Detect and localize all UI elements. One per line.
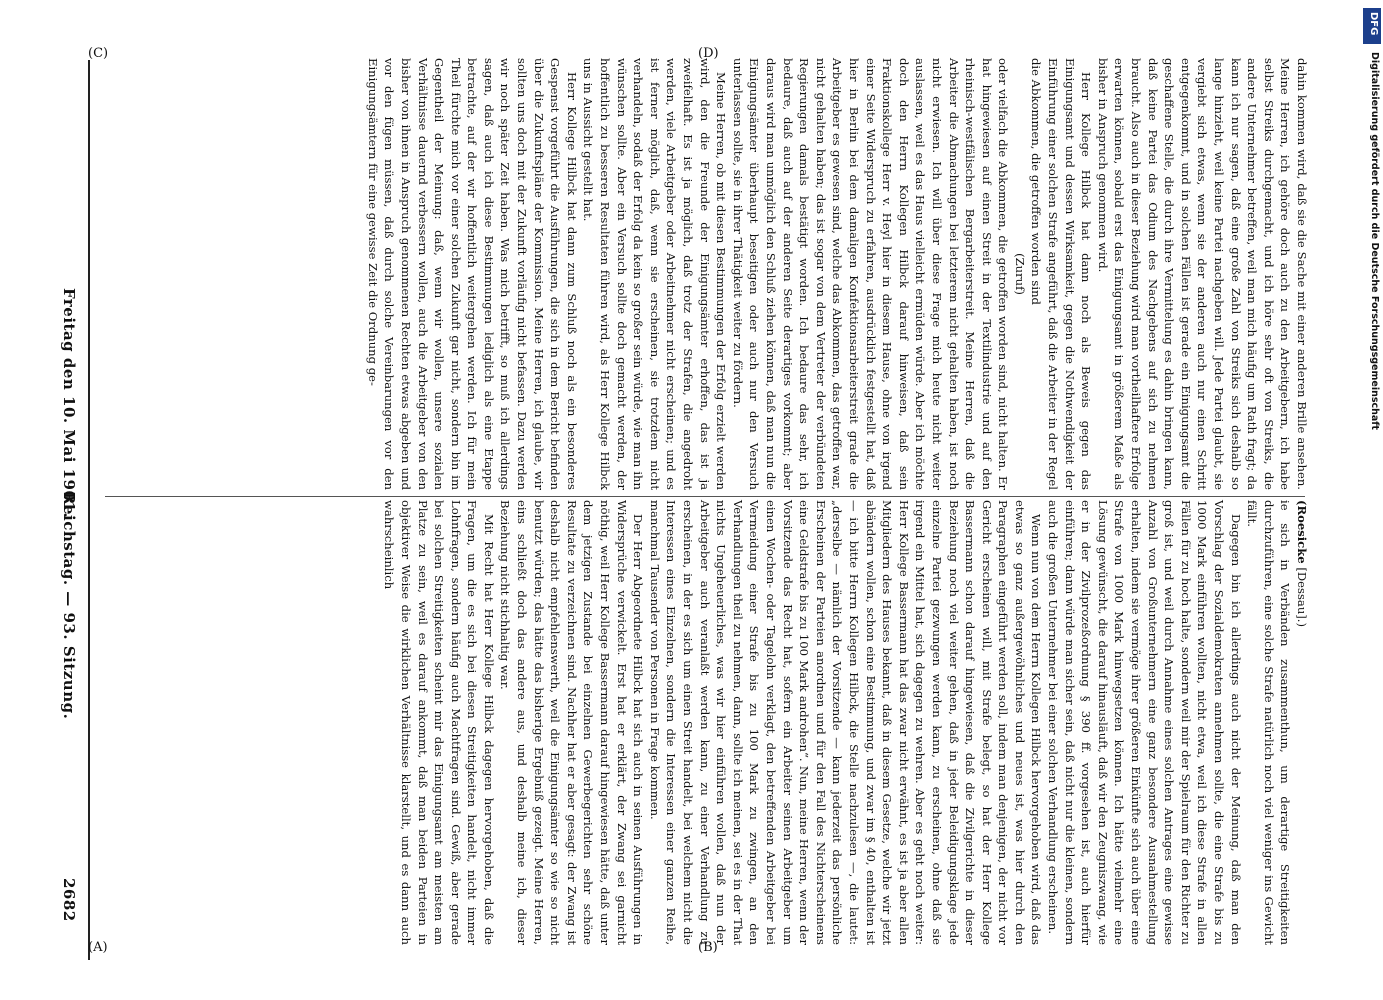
- marker-d: (D): [698, 46, 719, 61]
- interjection: (Zuruf): [1012, 253, 1027, 295]
- speaker-name: (Roesicke: [1295, 500, 1309, 564]
- funding-note: Digitalisierung gefördert durch die Deutsche Forschungsgemeinschaft: [1369, 52, 1380, 430]
- marker-c: (C): [88, 46, 109, 61]
- issue-date: Freitag den 10. Mai 1901.: [60, 288, 78, 519]
- paragraph: Dagegen bin ich allerdings auch nicht der Meinung, daß man den Vorschlag der Sozialdemokraten annehmen sollte, die eine Strafe bis zu 1000 Mark einführen wollten, nicht etwa, weil ich diese Strafe in allen Fällen für zu hoch halte, sondern weil mir der Spielraum für den Richter zu groß ist, und weil durch Annahme eines solchen Antrages eine gewisse Anzahl von Großunternehmern eine ganz besondere Ausnahmestellung erhalten, indem sie vermöge ihrer größeren Einkünfte sich auch über eine Strafe von 1000 Mark hinwegsetzen können. Ich hätte vielmehr eine Lösung gewünscht, die darauf hinausläuft, daß wir den Zeugniszwang, wie er in der Zivilprozeßordnung § 390 ff. vorgesehen ist, auch hierfür einführen; dann würde man sicher sein, daß nicht nur die kleinen, sondern auch die großen Unternehmer bei einer solchen Verhandlung erscheinen.: [1046, 500, 1243, 945]
- paragraph: Der Herr Abgeordnete Hilbck hat sich auch in seinen Ausführungen in Widersprüche verwickelt. Erst hat er erklärt, der Zwang sei garnicht nöthig, weil Herr Kollege Bassermann darauf hingewiesen hätte, daß unter dem jetzigen Zustande bei einzelnen Gewerbegerichten sehr schöne Resultate zu verzeichnen sind. Nachher hat er aber gesagt: der Zwang ist deshalb nicht empfehlenswerth, weil die Einigungsämter so wie so nicht benutzt würden; das hätte das bisherige Ergebniß gezeigt. Meine Herren, eins schließt doch das andere aus, und deshalb meine ich, dieser Beziehung nicht stichhaltig war.: [498, 500, 646, 945]
- header-rule: [88, 60, 90, 960]
- paragraph: dahin kommen wird, daß sie die Sache mit einer anderen Brille ansehen. Meine Herren, ich gehöre doch auch zu den Arbeitgebern, ich habe selbst Streiks durchgemacht, und ich höre sehr oft von Streiks, die andere Unternehmer betreffen, weil man mich häufig um Rath fragt; da kann ich nur sagen, daß eine große Zahl von Streiks sich deshalb so lange hinzieht, weil keine Partei nachgeben will. Jede Partei glaubt, sie vergiebt sich etwas, wenn sie der anderen auch nur einen Schritt entgegenkommt, und in solchen Fällen ist gerade ein Einigungsamt die geschaffene Stelle, die durch ihre Vermittelung es dahin bringen kann, daß keine Partei das Odium des Nachgebens auf sich zu nehmen braucht. Also auch in dieser Beziehung wird man vortheilhaftere Erfolge erwarten können, sobald erst das Einigungsamt in größerem Maße als bisher in Anspruch genommen wird.: [1095, 58, 1309, 490]
- page-number: 2682: [60, 878, 78, 922]
- paragraph: Herr Kollege Hilbck hat dann noch als Beweis gegen das Einigungsamt und dessen Wirksamkeit, gegen die Nothwendigkeit der Einführung einer solchen Strafe angeführt, daß die Arbeiter in der Regel die Abkommen, die getroffen worden sind: [1029, 58, 1094, 490]
- column-left: [98, 500, 1310, 945]
- paragraph: Herr Kollege Hilbck hat dann zum Schluß noch als ein besonderes Gespenst vorgeführt die Ausführungen, die sich in dem Bericht befinden über die Zukunftspläne der Kommission. Meine Herren, ich glaube, wir sollten uns doch mit der Zukunft vorläufig nicht befassen. Dazu werden wir noch später Zeit haben. Was mich betrifft, so muß ich allerdings sagen, daß auch ich diese Bestimmungen lediglich als eine Etappe betrachte, auf der wir hoffentlich weitergehen werden. Ich für mein Theil fürchte mich vor einer solchen Zukunft gar nicht, sondern bin im Gegentheil der Meinung: daß, wenn wir wollen, unsere sozialen Verhältnisse dauernd verbessern wollen, auch die Arbeitgeber von den bisher von ihnen in Anspruch genommenen Rechten etwas abgeben und vor den fügen müssen, daß durch solche Vereinbarungen vor den Einigungsämtern für eine gewisse Zeit die Ordnung ge-: [365, 58, 579, 490]
- column-divider: [105, 496, 1305, 497]
- paragraph: Meine Herren, ob mit diesen Bestimmungen der Erfolg erzielt werden wird, den die Freunde der Einigungsämter erhoffen, das ist ja zweifelhaft. Es ist ja möglich, daß trotz der Strafen, die angedroht werden, viele Arbeitgeber oder Arbeitnehmer nicht erscheinen; und es ist ferner möglich, daß, wenn sie erscheinen, sie trotzdem nicht verhandeln, sodaß der Erfolg da kein so großer sein würde, wie man ihn wünschen sollte. Aber ein Versuch sollte doch gemacht werden, der hoffentlich zu besseren Resultaten führen wird, als Herr Kollege Hilbck uns in Aussicht gestellt hat.: [581, 58, 729, 490]
- marker-a: (A): [88, 940, 108, 955]
- marker-b: (B): [698, 940, 718, 955]
- dfg-logo: DFG: [1363, 8, 1381, 44]
- paragraph: ie sich in Verbänden zusammenthun, um derartige Streitigkeiten durchzuführen, eine solche Strafe natürlich noch viel weniger ins Gewicht fällt.: [1245, 500, 1293, 945]
- paragraph: Wenn nun von dem Herrn Kollegen Hilbck hervorgehoben wird, daß das etwas so ganz außergewöhnliches und neues ist, was hier durch den Paragraphen eingeführt werden soll, indem man denjenigen, der nicht vor Gericht erscheinen will, mit Strafe belegt, so hat der Herr Kollege Bassermann schon darauf hingewiesen, daß die Zivilgerichte in dieser Beziehung noch viel weiter gehen, daß in jeder Beleidigungsklage jede einzelne Partei gezwungen werden kann, zu erscheinen, ohne daß sie irgend ein Mittel hat, sich dagegen zu wehren. Aber es geht noch weiter: Herr Kollege Bassermann hat das zwar nicht erwähnt, es ist ja aber allen Mitgliedern des Hauses bekannt, daß in diesem Gesetze, welche wir jetzt abändern wollen, schon eine Bestimmung, und zwar im § 40, enthalten ist — ich bitte Herrn Kollegen Hilbck, die Stelle nachzulesen —, die lautet: „derselbe — nämlich der Vorsitzende — kann jederzeit das persönliche Erscheinen der Parteien anordnen und für den Fall des Nichterscheinens eine Geldstrafe bis zu 100 Mark androhen“. Nun, meine Herren, wenn der Vorsitzende das Recht hat, sofern ein Arbeiter seinen Arbeitgeber um einen Wochen- oder Tagelohn verklagt, den betreffenden Arbeitgeber bei Vermeidung einer Strafe bis zu 100 Mark zu zwingen, an den Verhandlungen theil zu nehmen, dann, sollte ich meinen, sei es in der That nichts Ungeheuerliches, was wir hier einführen wollen, daß nun der Arbeitgeber auch veranlaßt werden kann, zu einer Verhandlung zu erscheinen, in der es sich um einen Streit handelt, bei welchem nicht die Interessen eines Einzelnen, sondern die Interessen einer ganzen Reihe, manchmal Tausender von Personen in Frage kommen.: [647, 500, 1044, 945]
- speaker-line: [1293, 500, 1310, 945]
- speaker-place: [Dessau].): [1295, 563, 1309, 628]
- paragraph: oder vielfach die Abkommen, die getroffen worden sind, nicht halten. Er hat hingewiesen auf einen Streit in der Textilindustrie und auf den rheinisch-westfälischen Bergarbeiterstreit. Meine Herren, daß die Arbeiter die Abmachungen bei letzterem nicht gehalten haben, ist noch nicht erwiesen. Ich will über diese Frage mich heute nicht weiter auslassen, weil es das Haus vielleicht ermüden würde. Aber ich möchte doch den Herrn Kollegen Hilbck darauf hinweisen, daß sein Fraktionskollege Herr v. Heyl hier in diesem Hause, ohne von irgend einer Seite Widerspruch zu erfahren, ausdrücklich festgestellt hat, daß hier in Berlin bei dem damaligen Konfektionsarbeiterstreit grade die Arbeitgeber es gewesen sind, welche das Abkommen, das getroffen war, nicht gehalten haben; das ist sogar von dem Vertreter der verbündeten Regierungen damals bestätigt worden. Ich bedaure das sehr, ich bedaure, daß auch auf der anderen Seite derartiges vorkommt; aber daraus wird man unmöglich den Schluß ziehen können, daß man nun die Einigungsämter überhaupt beseitigen oder auch nur den Versuch unterlassen sollte, sie in ihrer Thätigkeit weiter zu fördern.: [730, 58, 1011, 490]
- paragraph: Mit Recht hat Herr Kollege Hilbck dagegen hervorgehoben, daß die Fragen, um die es sich bei diesen Streitigkeiten handelt, nicht immer Lohnfragen, sondern häufig auch Machtfragen sind. Gewiß, aber gerade bei solchen Streitigkeiten scheint mir das Einigungsamt am meisten am Platze zu sein, weil es darauf ankommt, daß man beiden Parteien in objektiver Weise die wirklichen Verhältnisse klarstellt, und es dann auch wahrscheinlich: [382, 500, 496, 945]
- session-title: Reichstag. — 93. Sitzung.: [60, 492, 78, 720]
- column-right: [98, 58, 1310, 490]
